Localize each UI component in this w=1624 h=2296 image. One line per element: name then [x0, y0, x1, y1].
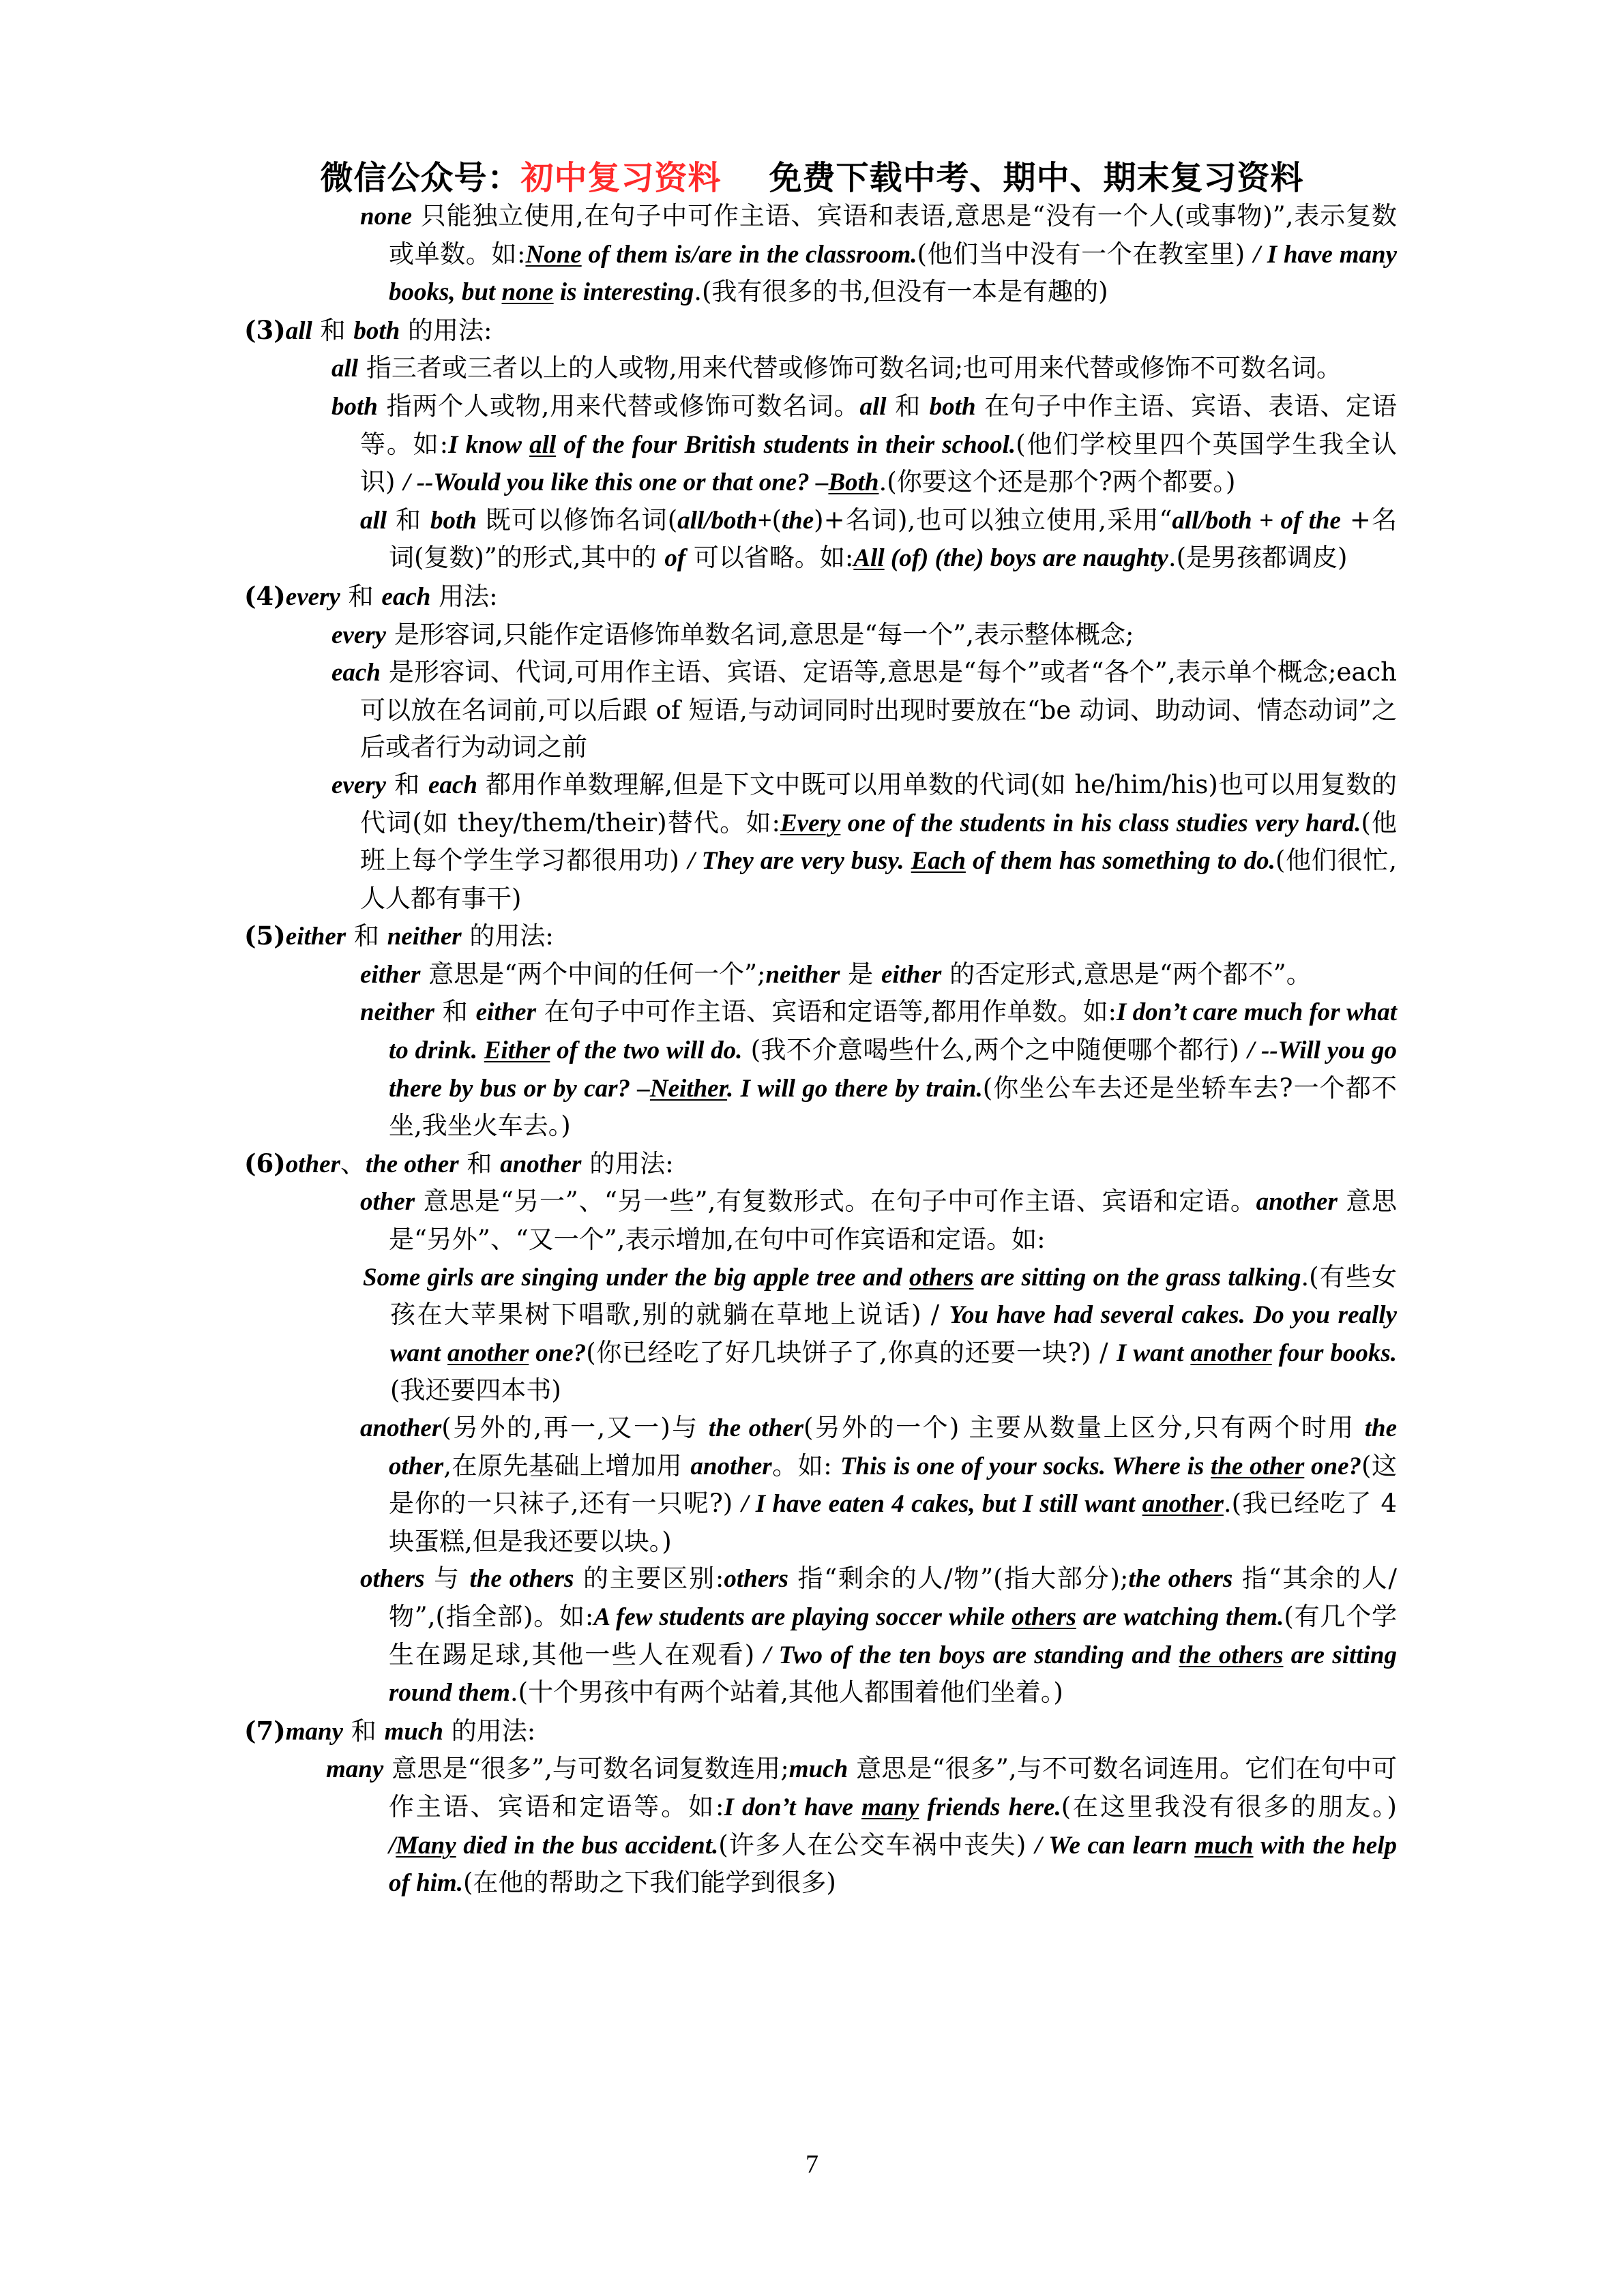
- header-account: 初中复习资料: [520, 159, 722, 197]
- section-heading-6: (6)other、the other 和 another 的用法:: [244, 1148, 674, 1178]
- paragraph-another: another(另外的,再一,又一)与 the other(另外的一个) 主要从数量上区分,只有两个时用 the other,在原先基础上增加用 another。如: This is one of your socks. Where is the other one?(这是你的一只袜子,还有一只呢?) / I have eaten 4 cakes, but I still want another.(我已经吃了 4 块蛋糕,但是我还要以块。): [360, 1413, 1398, 1556]
- header-label: 微信公众号：: [320, 159, 521, 197]
- paragraph-all: all 指三者或三者以上的人或物,用来代替或修饰可数名词;也可用来代替或修饰不可数名词。: [331, 353, 1342, 383]
- section-heading-3: (3)all 和 both 的用法:: [244, 314, 492, 345]
- paragraph-others: others 与 the others 的主要区别:others 指“剩余的人/物”(指大部分);the others 指“其余的人/物”,(指全部)。如:A few students are playing soccer while others are watching them.(有几个学生在踢足球,其他一些人在观看) / Two of the ten boys are standing and the others are sitting round them.(十个男孩中有两个站着,其他人都围着他们坐着。): [360, 1564, 1398, 1708]
- page-number: 7: [806, 2150, 818, 2179]
- paragraph-every: every 是形容词,只能作定语修饰单数名词,意思是“每一个”,表示整体概念;: [331, 619, 1134, 649]
- paragraph-either: either 意思是“两个中间的任何一个”;neither 是 either 的否定形式,意思是“两个都不”。: [360, 959, 1312, 989]
- document-body: [244, 198, 1397, 1903]
- page-header: [0, 151, 1624, 198]
- header-slogan: 免费下载中考、期中、期末复习资料: [769, 159, 1304, 197]
- paragraph-many-much: many 意思是“很多”,与可数名词复数连用;much 意思是“很多”,与不可数名词连用。它们在句中可作主语、宾语和定语等。如:I don’t have many friends here.(在这里我没有很多的朋友。) /Many died in the bus accident.(许多人在公交车祸中丧失) / We can learn much with the help of him.(在他的帮助之下我们能学到很多): [326, 1754, 1397, 1898]
- paragraph-other-examples: Some girls are singing under the big apple tree and others are sitting on the grass talking.(有些女孩在大苹果树下唱歌,别的就躺在草地上说话) / You have had several cakes. Do you really want another one?(你已经吃了好几块饼子了,你真的还要一块?) / I want another four books.(我还要四本书): [363, 1262, 1398, 1405]
- paragraph-none: none 只能独立使用,在句子中可作主语、宾语和表语,意思是“没有一个人(或事物)”,表示复数或单数。如:None of them is/are in the classroom.(他们当中没有一个在教室里) / I have many books, but none is interesting.(我有很多的书,但没有一本是有趣的): [360, 201, 1397, 307]
- section-heading-4: (4)every 和 each 用法:: [244, 580, 498, 611]
- section-heading-7: (7)many 和 much 的用法:: [244, 1715, 536, 1746]
- section-heading-5: (5)either 和 neither 的用法:: [244, 921, 554, 951]
- paragraph-both: both 指两个人或物,用来代替或修饰可数名词。all 和 both 在句子中作主语、宾语、表语、定语等。如:I know all of the four British students in their school.(他们学校里四个英国学生我全认识) / --Would you like this one or that one? –Both.(你要这个还是那个?两个都要。): [331, 391, 1398, 497]
- paragraph-every-each: every 和 each 都用作单数理解,但是下文中既可以用单数的代词(如 he/him/his)也可以用复数的代词(如 they/them/their)替代。如:Every one of the students in his class studies very hard.(他班上每个学生学习都很用功) / They are very busy. Each of them has something to do.(他们很忙,人人都有事干): [331, 769, 1398, 913]
- paragraph-each: each 是形容词、代词,可用作主语、宾语、定语等,意思是“每个”或者“各个”,表示单个概念;each 可以放在名词前,可以后跟 of 短语,与动词同时出现时要放在“be 动词、助动词、情态动词”之后或者行为动词之前: [331, 657, 1397, 762]
- paragraph-other: other 意思是“另一”、“另一些”,有复数形式。在句子中可作主语、宾语和定语。another 意思是“另外”、“又一个”,表示增加,在句中可作宾语和定语。如:: [360, 1187, 1398, 1255]
- paragraph-all-both-usage: all 和 both 既可以修饰名词(all/both+(the)+名词),也可以独立使用,采用“all/both + of the +名词(复数)”的形式,其中的 of 可以省略。如:All (of) (the) boys are naughty.(是男孩都调皮): [360, 505, 1397, 573]
- paragraph-neither: neither 和 either 在句子中可作主语、宾语和定语等,都用作单数。如:I don’t care much for what to drink. Either of the two will do. (我不介意喝些什么,两个之中随便哪个都行) / --Will you go there by bus or by car? –Neither. I will go there by train.(你坐公车去还是坐轿车去?一个都不坐,我坐火车去。): [360, 997, 1398, 1141]
